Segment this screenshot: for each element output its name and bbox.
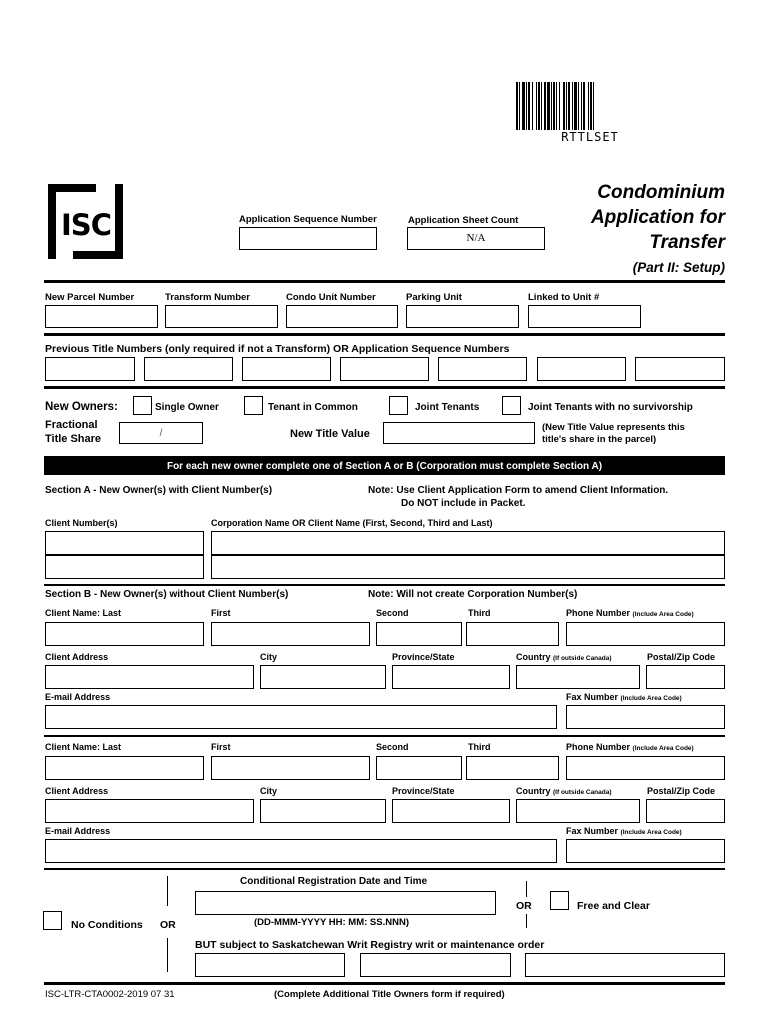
client-number-input-2[interactable] xyxy=(45,555,204,579)
owner1-province-input[interactable] xyxy=(392,665,510,689)
barcode-bar xyxy=(528,82,530,130)
barcode-bar xyxy=(588,82,589,130)
previous-title-input-7[interactable] xyxy=(635,357,725,381)
or-label-right: OR xyxy=(516,900,532,912)
section-a-note-1: Note: Use Client Application Form to amend Client Information. xyxy=(368,485,669,496)
vertical-separator xyxy=(526,881,527,897)
parking-unit-label: Parking Unit xyxy=(406,292,462,303)
single-owner-label: Single Owner xyxy=(155,402,219,413)
owner1-last-input[interactable] xyxy=(45,622,204,646)
barcode-bar xyxy=(556,82,557,130)
barcode-bar xyxy=(536,82,537,130)
barcode-bar xyxy=(553,82,555,130)
barcode-bar xyxy=(574,82,577,130)
owner1-province-label: Province/State xyxy=(392,652,455,662)
owner2-first-label: First xyxy=(211,742,231,752)
transform-label: Transform Number xyxy=(165,292,250,303)
owner2-province-label: Province/State xyxy=(392,786,455,796)
section-a-note-2: Do NOT include in Packet. xyxy=(401,498,526,509)
client-number-label: Client Number(s) xyxy=(45,518,118,528)
owner1-city-label: City xyxy=(260,652,278,662)
owner1-email-label: E-mail Address xyxy=(45,692,111,702)
title-line-3: Transfer xyxy=(649,232,725,253)
isc-logo xyxy=(48,184,123,259)
barcode-bar xyxy=(522,82,525,130)
owner2-city-label: City xyxy=(260,786,278,796)
divider xyxy=(44,868,725,870)
no-conditions-checkbox[interactable] xyxy=(43,911,62,930)
barcode-graphic xyxy=(516,82,634,130)
owner1-country-input[interactable] xyxy=(516,665,640,689)
transform-input[interactable] xyxy=(165,305,278,328)
corp-name-label: Corporation Name OR Client Name (First, Second, Third and Last) xyxy=(211,518,493,528)
owner1-second-label: Second xyxy=(376,608,409,618)
title-value-note: (New Title Value represents this title's share in the parcel) xyxy=(542,422,685,445)
new-owners-label: New Owners: xyxy=(45,401,118,413)
owner1-postal-label: Postal/Zip Code xyxy=(647,652,716,662)
linked-unit-input[interactable] xyxy=(528,305,641,328)
barcode-bar xyxy=(563,82,565,130)
owner2-postal-label: Postal/Zip Code xyxy=(647,786,716,796)
owner2-phone-label: Phone Number (Include Area Code) xyxy=(566,742,694,752)
owner2-last-label: Client Name: Last xyxy=(45,742,122,752)
tenant-common-label: Tenant in Common xyxy=(268,402,358,413)
barcode-bar xyxy=(532,82,533,130)
writ-label: BUT subject to Saskatchewan Writ Registry writ or maintenance order xyxy=(195,939,545,951)
parking-unit-input[interactable] xyxy=(406,305,519,328)
owner1-third-label: Third xyxy=(468,608,491,618)
barcode-bar xyxy=(544,82,546,130)
new-parcel-input[interactable] xyxy=(45,305,158,328)
owner2-address-label: Client Address xyxy=(45,786,109,796)
owner1-phone-label: Phone Number (Include Area Code) xyxy=(566,608,694,618)
divider xyxy=(44,584,725,586)
form-title xyxy=(591,180,725,255)
section-b-note: Note: Will not create Corporation Number(s) xyxy=(368,589,578,600)
barcode-bar xyxy=(593,82,594,130)
divider xyxy=(44,982,725,985)
barcode-bar xyxy=(551,82,552,130)
divider xyxy=(44,386,725,389)
barcode-bar xyxy=(568,82,570,130)
owner1-fax-label: Fax Number (Include Area Code) xyxy=(566,692,682,702)
owner1-third-input[interactable] xyxy=(466,622,559,646)
corp-name-input-2[interactable] xyxy=(211,555,725,579)
section-banner-text: For each new owner complete one of Section A or B (Corporation must complete Section A) xyxy=(166,461,603,472)
seq-number-input[interactable] xyxy=(239,227,377,250)
joint-tenants-checkbox[interactable] xyxy=(389,396,408,415)
previous-title-input-3[interactable] xyxy=(242,357,331,381)
section-a-title: Section A - New Owner(s) with Client Number(s) xyxy=(45,485,273,496)
condo-unit-label: Condo Unit Number xyxy=(286,292,376,303)
linked-unit-label: Linked to Unit # xyxy=(528,292,600,303)
previous-titles-label: Previous Title Numbers (only required if not a Transform) OR Application Sequence Numbers xyxy=(45,343,510,355)
barcode-bar xyxy=(519,82,520,130)
sheet-count-label: Application Sheet Count xyxy=(408,215,519,226)
new-title-value-input[interactable] xyxy=(383,422,535,444)
client-number-input-1[interactable] xyxy=(45,531,204,555)
joint-tenants-label: Joint Tenants xyxy=(415,402,480,413)
barcode-bar xyxy=(583,82,585,130)
conditional-date-input[interactable] xyxy=(195,891,496,915)
or-label-left: OR xyxy=(160,919,176,931)
vertical-separator xyxy=(526,914,527,928)
divider xyxy=(44,280,725,283)
owner2-province-input[interactable] xyxy=(392,799,510,823)
sheet-count-field xyxy=(407,227,545,250)
barcode-bar xyxy=(566,82,567,130)
owner1-address-input[interactable] xyxy=(45,665,254,689)
condo-unit-input[interactable] xyxy=(286,305,398,328)
previous-title-input-5[interactable] xyxy=(438,357,527,381)
free-clear-checkbox[interactable] xyxy=(550,891,569,910)
corp-name-input-1[interactable] xyxy=(211,531,725,555)
owner2-email-input[interactable] xyxy=(45,839,557,863)
tenant-common-checkbox[interactable] xyxy=(244,396,263,415)
barcode-bar xyxy=(541,82,542,130)
new-title-value-label: New Title Value xyxy=(290,428,370,440)
writ-input-1[interactable] xyxy=(195,953,345,977)
divider xyxy=(44,333,725,336)
owner2-third-label: Third xyxy=(468,742,491,752)
barcode-bar xyxy=(590,82,592,130)
owner1-city-input[interactable] xyxy=(260,665,386,689)
owner2-postal-input[interactable] xyxy=(646,799,725,823)
owner1-phone-input[interactable] xyxy=(566,622,725,646)
fractional-share-input[interactable] xyxy=(119,422,203,444)
owner2-second-input[interactable] xyxy=(376,756,462,780)
title-line-1: Condominium xyxy=(597,182,725,203)
owner2-last-input[interactable] xyxy=(45,756,204,780)
barcode-text: RTTLSET xyxy=(561,130,619,144)
previous-title-input-4[interactable] xyxy=(340,357,429,381)
fraction-separator: / xyxy=(159,428,163,439)
new-parcel-label: New Parcel Number xyxy=(45,292,135,303)
owner2-address-input[interactable] xyxy=(45,799,254,823)
barcode xyxy=(516,82,634,130)
no-conditions-label: No Conditions xyxy=(71,919,143,931)
owner1-address-label: Client Address xyxy=(45,652,109,662)
owner2-fax-label: Fax Number (Include Area Code) xyxy=(566,826,682,836)
owner2-first-input[interactable] xyxy=(211,756,370,780)
date-format-hint: (DD-MMM-YYYY HH: MM: SS.NNN) xyxy=(254,917,409,928)
barcode-bar xyxy=(538,82,540,130)
joint-no-survivorship-checkbox[interactable] xyxy=(502,396,521,415)
divider xyxy=(44,735,725,737)
owner2-country-input[interactable] xyxy=(516,799,640,823)
owner1-postal-input[interactable] xyxy=(646,665,725,689)
section-b-title: Section B - New Owner(s) without Client Number(s) xyxy=(45,589,289,600)
owner2-country-label: Country (If outside Canada) xyxy=(516,786,612,796)
sheet-count-value: N/A xyxy=(466,232,486,244)
previous-title-input-1[interactable] xyxy=(45,357,135,381)
free-clear-label: Free and Clear xyxy=(577,900,650,912)
owner1-country-label: Country (If outside Canada) xyxy=(516,652,612,662)
vertical-separator xyxy=(167,876,168,906)
owner1-second-input[interactable] xyxy=(376,622,462,646)
section-banner xyxy=(44,456,725,475)
previous-title-input-6[interactable] xyxy=(537,357,626,381)
form-id: ISC-LTR-CTA0002-2019 07 31 xyxy=(45,989,175,1000)
fractional-share-label: Fractional Title Share xyxy=(45,419,102,445)
barcode-bar xyxy=(516,82,518,130)
owner1-first-input[interactable] xyxy=(211,622,370,646)
vertical-separator xyxy=(167,938,168,972)
title-line-2: Application for xyxy=(590,207,725,228)
barcode-bar xyxy=(581,82,582,130)
previous-title-input-2[interactable] xyxy=(144,357,233,381)
writ-input-3[interactable] xyxy=(525,953,725,977)
owner2-fax-input[interactable] xyxy=(566,839,725,863)
owner1-email-input[interactable] xyxy=(45,705,557,729)
barcode-bar xyxy=(526,82,527,130)
owner1-last-label: Client Name: Last xyxy=(45,608,122,618)
single-owner-checkbox[interactable] xyxy=(133,396,152,415)
owner2-email-label: E-mail Address xyxy=(45,826,111,836)
form-subtitle: (Part II: Setup) xyxy=(632,260,725,275)
owner2-city-input[interactable] xyxy=(260,799,386,823)
writ-input-2[interactable] xyxy=(360,953,511,977)
owner2-second-label: Second xyxy=(376,742,409,752)
barcode-bar xyxy=(572,82,573,130)
conditional-date-label: Conditional Registration Date and Time xyxy=(240,876,428,887)
seq-number-label: Application Sequence Number xyxy=(239,214,377,225)
joint-no-survivorship-label: Joint Tenants with no survivorship xyxy=(528,402,693,413)
owner1-first-label: First xyxy=(211,608,231,618)
barcode-bar xyxy=(559,82,560,130)
owner2-third-input[interactable] xyxy=(466,756,559,780)
owner1-fax-input[interactable] xyxy=(566,705,725,729)
barcode-bar xyxy=(547,82,550,130)
barcode-bar xyxy=(578,82,579,130)
owner2-phone-input[interactable] xyxy=(566,756,725,780)
footer-note: (Complete Additional Title Owners form if required) xyxy=(274,989,505,1000)
isc-logo-text: ISC xyxy=(61,208,111,242)
